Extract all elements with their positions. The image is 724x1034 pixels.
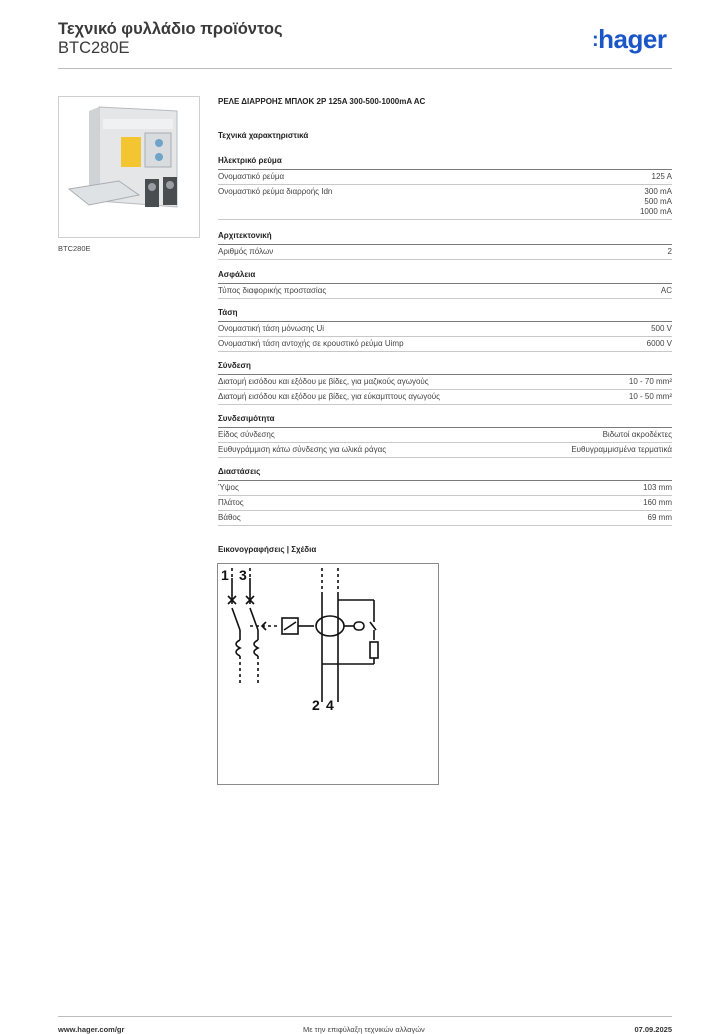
photo-caption: BTC280E xyxy=(58,244,91,253)
spec-label: Τύπος διαφορικής προστασίας xyxy=(218,286,327,295)
group-title: Ηλεκτρικό ρεύμα xyxy=(218,156,672,170)
spec-label: Διατομή εισόδου και εξόδου με βίδες, για εύκαμπτους αγωγούς xyxy=(218,392,440,401)
spec-row xyxy=(218,337,672,352)
logo-text: hager xyxy=(598,24,667,54)
spec-value: 69 mm xyxy=(647,513,672,522)
spec-value: 1000 mA xyxy=(639,207,672,216)
spec-value: AC xyxy=(660,286,672,295)
group-title: Διαστάσεις xyxy=(218,467,672,481)
spec-group-connection xyxy=(218,361,672,405)
spec-row xyxy=(218,185,672,220)
spec-group-electric xyxy=(218,156,672,220)
terminal-label-3: 3 xyxy=(239,567,247,583)
spec-group-voltage xyxy=(218,308,672,352)
product-image xyxy=(59,97,199,237)
spec-value: 125 A xyxy=(651,172,672,181)
spec-row xyxy=(218,375,672,390)
spec-row xyxy=(218,245,672,260)
spec-group-connectivity xyxy=(218,414,672,458)
spec-label: Διατομή εισόδου και εξόδου με βίδες, για μαζικούς αγωγούς xyxy=(218,377,429,386)
terminal-label-4: 4 xyxy=(326,697,334,713)
spec-label: Ύψος xyxy=(218,483,239,492)
wiring-diagram-svg xyxy=(218,564,438,784)
spec-value: 10 - 70 mm² xyxy=(628,377,672,386)
footer-date: 07.09.2025 xyxy=(634,1025,672,1034)
spec-row xyxy=(218,511,672,526)
illustrations-title: Εικονογραφήσεις | Σχέδια xyxy=(218,545,317,554)
spec-value: 500 mA xyxy=(644,197,672,206)
wiring-diagram xyxy=(217,563,439,785)
spec-value: Βιδωτοί ακροδέκτες xyxy=(602,430,672,439)
spec-value: 10 - 50 mm² xyxy=(628,392,672,401)
spec-label: Ονομαστικό ρεύμα διαρροής Idn xyxy=(218,187,333,196)
spec-value: 2 xyxy=(667,247,672,256)
spec-row xyxy=(218,390,672,405)
spec-value: Ευθυγραμμισμένα τερματικά xyxy=(571,445,672,454)
logo-mark: : xyxy=(592,29,599,51)
spec-row xyxy=(218,170,672,185)
group-title: Σύνδεση xyxy=(218,361,672,375)
spec-label: Βάθος xyxy=(218,513,241,522)
footer-divider xyxy=(58,1016,672,1017)
spec-value: 103 mm xyxy=(643,483,672,492)
spec-row xyxy=(218,496,672,511)
spec-label: Ευθυγράμμιση κάτω σύνδεσης για ωλικά ράγας xyxy=(218,445,387,454)
spec-value: 300 mA xyxy=(644,187,672,196)
spec-group-architecture xyxy=(218,231,672,260)
group-title: Τάση xyxy=(218,308,672,322)
spec-label: Ονομαστικό ρεύμα xyxy=(218,172,285,181)
spec-value: 6000 V xyxy=(646,339,672,348)
spec-value: 160 mm xyxy=(643,498,672,507)
spec-label: Ονομαστική τάση μόνωσης Ui xyxy=(218,324,325,333)
footer-website-link[interactable]: www.hager.com/gr xyxy=(58,1025,125,1034)
hager-logo xyxy=(592,24,666,55)
spec-value: 500 V xyxy=(651,324,672,333)
group-title: Συνδεσιμότητα xyxy=(218,414,672,428)
spec-label: Αριθμός πόλων xyxy=(218,247,274,256)
terminal-label-2: 2 xyxy=(312,697,320,713)
spec-row xyxy=(218,284,672,299)
product-photo xyxy=(58,96,200,238)
footer-note: Με την επιφύλαξη τεχνικών αλλαγών xyxy=(303,1025,425,1034)
spec-label: Ονομαστική τάση αντοχής σε κρουστικό ρεύμα Uimp xyxy=(218,339,404,348)
spec-group-dimensions xyxy=(218,467,672,526)
section-title: Τεχνικά χαρακτηριστικά xyxy=(218,131,309,140)
spec-row xyxy=(218,322,672,337)
spec-label: Είδος σύνδεσης xyxy=(218,430,275,439)
group-title: Αρχιτεκτονική xyxy=(218,231,672,245)
document-title: Τεχνικό φυλλάδιο προϊόντος xyxy=(58,20,283,38)
spec-row xyxy=(218,443,672,458)
group-title: Ασφάλεια xyxy=(218,270,672,284)
terminal-label-1: 1 xyxy=(221,567,229,583)
product-code: BTC280E xyxy=(58,39,130,57)
spec-group-safety xyxy=(218,270,672,299)
spec-label: Πλάτος xyxy=(218,498,244,507)
spec-row xyxy=(218,428,672,443)
product-title: ΡΕΛΕ ΔΙΑΡΡΟΗΣ ΜΠΛΟΚ 2P 125A 300-500-1000mA AC xyxy=(218,97,426,106)
header-divider xyxy=(58,68,672,69)
spec-row xyxy=(218,481,672,496)
